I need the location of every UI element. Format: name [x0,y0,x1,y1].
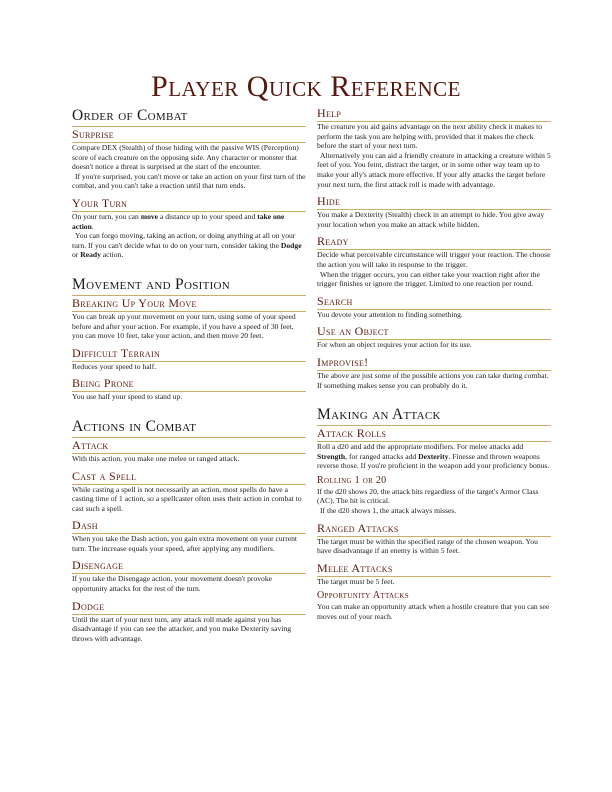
subheading-difficult-terrain: Difficult Terrain [72,346,306,362]
subheading-dash: Dash [72,518,306,534]
subheading-ready: Ready [317,234,551,250]
section-heading-making-an-attack: Making an Attack [317,405,551,426]
dash-text: When you take the Dash action, you gain extra movement on your current turn. The increase equals your speed, after applying any modifiers. [72,534,297,553]
opportunity-attacks-text: You can make an opportunity attack when a hostile creature that you can see moves out of your reach. [317,602,550,622]
cast-a-spell-text: While casting a spell is not necessarily an action, most spells do have a casting time of 1 action, so a spellcaster often uses their action in combat to cast such a spell. [72,484,302,513]
surprise-text-2: If you're surprised, you can't move or take an action on your first turn of the combat, and you can't take a reaction until that turn ends. [72,171,306,191]
subheading-rolling-1-or-20: Rolling 1 or 20 [317,474,387,486]
breaking-up-text: You can break up your movement on your turn, using some of your speed before and after your action. For example, if you have a speed of 30 feet, you can move 10 feet, take your action, and then move 20 feet. [72,311,296,341]
surprise-text-1: Compare DEX (Stealth) of those hiding with the passive WIS (Perception) score of each creature on the opposing side. Any character or monster that doesn't notice a threat is surprised at the start of the encounter. [72,143,299,172]
subheading-your-turn: Your Turn [72,196,306,212]
subheading-dodge: Dodge [72,599,306,615]
section-heading-order-of-combat: Order of Combat [72,106,306,127]
subheading-surprise: Surprise [72,127,306,143]
melee-attacks-text: The target must be 5 feet. [317,576,395,586]
rolling-text-2: If the d20 shows 1, the attack always misses. [320,506,457,516]
subheading-search: Search [317,294,551,310]
subheading-breaking-up-move: Breaking Up Your Move [72,296,306,312]
page-title: Player Quick Reference [151,70,461,103]
ready-text-1: Decide what perceivable circumstance will trigger your reaction. The choose the action you will take in response to the trigger. [317,250,551,269]
ready-text-2: When the trigger occurs, you can either take your reaction right after the trigger finishes or ignore the trigger. Limited to one reaction per round. [317,269,540,289]
your-turn-text-2: You can forgo moving, taking an action, or doing anything at all on your turn. If you can't decide what to do on your turn, consider taking the Dodge or Ready action. [72,231,302,260]
section-heading-movement: Movement and Position [72,275,306,296]
subheading-ranged-attacks: Ranged Attacks [317,521,551,537]
subheading-disengage: Disengage [72,558,306,574]
help-text-1: The creature you aid gains advantage on the next ability check it makes to perform the task you are helping with, provided that it makes the check before the start of your next turn. [317,122,542,151]
disengage-text: If you take the Disengage action, your movement doesn't provoke opportunity attacks for the rest of the turn. [72,574,273,594]
right-column [317,106,551,622]
being-prone-text: You use half your speed to stand up. [72,392,183,402]
subheading-use-an-object: Use an Object [317,324,551,340]
subheading-opportunity-attacks: Opportunity Attacks [317,590,409,602]
rolling-text-1: If the d20 shows 20, the attack hits regardless of the target's Armor Class (AC). The hit is critical. [317,486,539,506]
attack-text: With this action, you make one melee or ranged attack. [72,453,240,463]
subheading-melee-attacks: Melee Attacks [317,561,551,577]
difficult-terrain-text: Reduces your speed to half. [72,361,157,371]
subheading-help: Help [317,106,551,122]
subheading-attack-rolls: Attack Rolls [317,426,551,442]
subheading-improvise: Improvise! [317,355,551,371]
section-heading-actions: Actions in Combat [72,417,306,438]
hide-text: You make a Dexterity (Stealth) check in an attempt to hide. You give away your location when you make an attack while hidden. [317,210,545,229]
help-text-2: Alternatively you can aid a friendly creature in attacking a creature within 5 feet of you. You feint, distract the target, or in some other way team up to make your ally's attack more effective. If your ally attacks the target before your next turn, the first attack roll is made with advantage. [317,150,551,189]
improvise-text: The above are just some of the possible actions you can take during combat. If something makes sense you can probably do it. [317,370,549,390]
left-column [72,106,306,643]
ranged-attacks-text: The target must be within the specified range of the chosen weapon. You have disadvantage if an enemy is within 5 feet. [317,536,538,556]
subheading-attack: Attack [72,438,306,454]
your-turn-text-1: On your turn, you can move a distance up to your speed and take one action. [72,211,285,231]
search-text: You devote your attention to finding something. [317,309,463,319]
use-an-object-text: For when an object requires your action for its use. [317,340,472,350]
subheading-being-prone: Being Prone [72,376,306,392]
subheading-hide: Hide [317,194,551,210]
subheading-cast-a-spell: Cast a Spell [72,469,306,485]
attack-rolls-text: Roll a d20 and add the appropriate modifiers. For melee attacks add Strength, for ranged attacks add Dexterity. Finesse and thrown weapons reverse those. If you're proficient in the weapon add your proficiency bonus. [317,442,550,471]
dodge-text: Until the start of your next turn, any attack roll made against you has disadvantage if you can see the attacker, and you make Dexterity saving throws with advantage. [72,614,291,643]
